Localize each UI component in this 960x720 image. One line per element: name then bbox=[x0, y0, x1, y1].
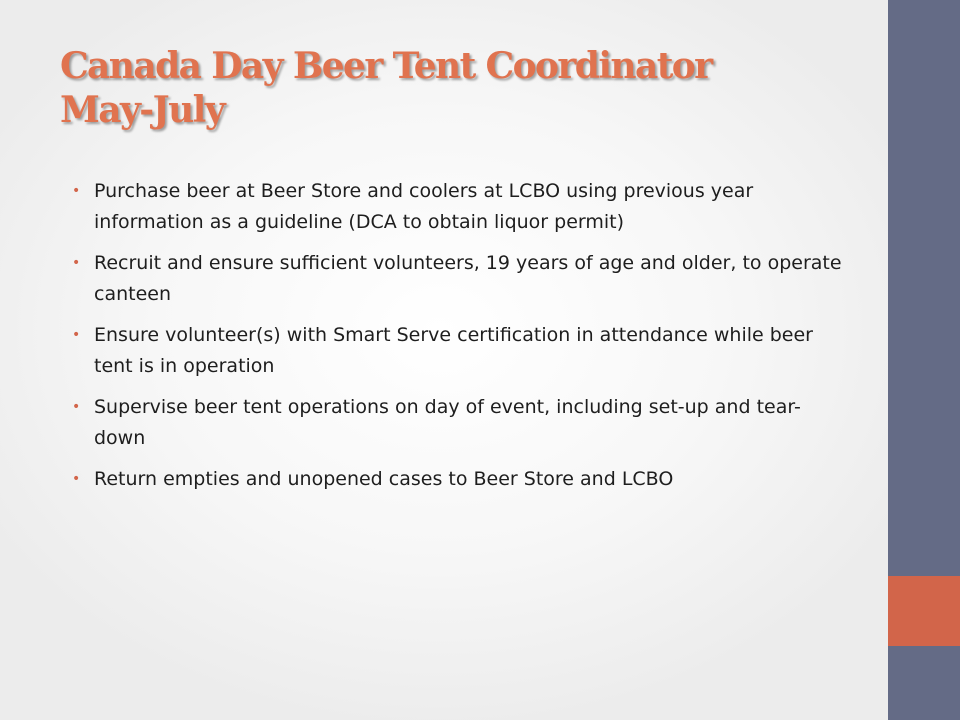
bullet-item bbox=[72, 320, 852, 382]
bullet-list bbox=[72, 176, 852, 505]
side-accent-block bbox=[888, 576, 960, 646]
bullet-text: Purchase beer at Beer Store and coolers at LCBO using previous year information as a guideline (DCA to obtain liquor permit) bbox=[94, 180, 754, 233]
slide-title-line-1: Canada Day Beer Tent Coordinator bbox=[60, 45, 712, 87]
bullet-text: Supervise beer tent operations on day of event, including set-up and tear-down bbox=[94, 396, 801, 449]
bullet-dot: • bbox=[72, 327, 81, 343]
bullet-item bbox=[72, 248, 852, 310]
bullet-text: Ensure volunteer(s) with Smart Serve certification in attendance while beer tent is in operation bbox=[94, 324, 813, 377]
bullet-text: Return empties and unopened cases to Beer Store and LCBO bbox=[94, 468, 674, 490]
bullet-item bbox=[72, 464, 852, 495]
bullet-dot: • bbox=[72, 255, 81, 271]
slide-title-line-2: May-July bbox=[60, 89, 225, 131]
bullet-dot: • bbox=[72, 471, 81, 487]
bullet-item bbox=[72, 392, 852, 454]
bullet-text: Recruit and ensure sufficient volunteers, 19 years of age and older, to operate canteen bbox=[94, 252, 842, 305]
slide-title bbox=[60, 44, 860, 132]
bullet-dot: • bbox=[72, 399, 81, 415]
bullet-dot: • bbox=[72, 183, 81, 199]
bullet-item bbox=[72, 176, 852, 238]
